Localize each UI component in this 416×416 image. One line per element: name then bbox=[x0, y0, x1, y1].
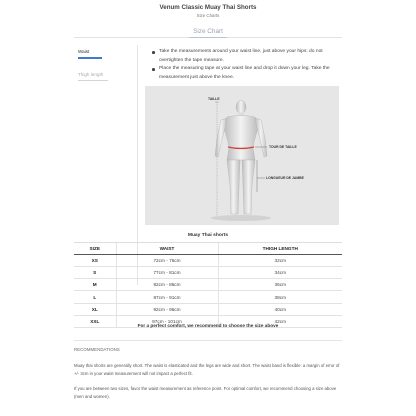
header-waist: WAIST bbox=[116, 243, 218, 255]
figure-label-longueur-de-jambe: LONGUEUR DE JAMBE bbox=[266, 176, 304, 180]
page-title: Venum Classic Muay Thai Shorts bbox=[159, 4, 257, 11]
table-header-row bbox=[74, 243, 342, 255]
title-rule-right bbox=[227, 37, 342, 38]
waist-cell: 92cm - 96cm bbox=[116, 303, 218, 315]
thigh-cell: 42cm bbox=[218, 315, 342, 327]
table-row bbox=[74, 303, 342, 315]
table-row bbox=[74, 279, 342, 291]
thigh-cell: 36cm bbox=[218, 279, 342, 291]
side-nav-inactive-indicator bbox=[78, 80, 108, 82]
recommendation-paragraph: Muay thai shorts are generally short. The waist is elasticated and the legs are wide and short. The waist band is flexible: a margin of error of +/- 3cm in your waist measurement will not impact a perfect fit. bbox=[74, 363, 340, 376]
size-cell: XXL bbox=[74, 315, 116, 327]
title-rule-center bbox=[189, 37, 227, 38]
waist-cell: 82cm - 86cm bbox=[116, 279, 218, 291]
section-title: Size Chart bbox=[193, 28, 223, 35]
size-cell: S bbox=[74, 266, 116, 278]
instruction-item: Place the measuring tape at your waist line and drop it down your leg. Take the measurement just above the knee. bbox=[150, 65, 345, 82]
comfort-note: For a perfect comfort, we recommend to choose the size above bbox=[137, 323, 279, 328]
waist-cell: 72cm - 76cm bbox=[116, 254, 218, 266]
thigh-cell: 34cm bbox=[218, 266, 342, 278]
waist-cell: 77cm - 81cm bbox=[116, 266, 218, 278]
body-silhouette-image bbox=[145, 86, 339, 225]
size-table bbox=[74, 242, 342, 328]
table-row bbox=[74, 254, 342, 266]
size-cell: XS bbox=[74, 254, 116, 266]
header-thigh-length: THIGH LENGTH bbox=[218, 243, 342, 255]
size-cell: M bbox=[74, 279, 116, 291]
waist-cell: 97cm - 101cm bbox=[116, 315, 218, 327]
figure-label-tour-de-taille: TOUR DE TAILLE bbox=[269, 145, 297, 149]
figure-label-taille: TAILLE bbox=[208, 97, 220, 101]
table-caption: Muay Thai shorts bbox=[187, 233, 229, 238]
measurement-instructions bbox=[150, 48, 345, 82]
instruction-item: Take the measurements around your waist line, just above your hips: do not overtighten the tape measure. bbox=[150, 48, 345, 65]
size-cell: XL bbox=[74, 303, 116, 315]
table-row bbox=[74, 291, 342, 303]
measurement-figure bbox=[145, 86, 339, 225]
header-size: SIZE bbox=[74, 243, 116, 255]
recommendations-heading: RECOMMENDATIONS bbox=[74, 347, 120, 352]
side-nav-item-thigh-length[interactable]: Thigh length bbox=[78, 71, 104, 77]
waist-cell: 87cm - 91cm bbox=[116, 291, 218, 303]
page-subtitle: Size Charts bbox=[196, 13, 220, 18]
side-nav-item-waist[interactable]: Waist bbox=[78, 49, 90, 54]
table-row bbox=[74, 266, 342, 278]
recommendations-divider bbox=[74, 340, 342, 341]
side-nav-active-indicator bbox=[78, 57, 102, 59]
size-cell: L bbox=[74, 291, 116, 303]
thigh-cell: 32cm bbox=[218, 254, 342, 266]
title-rule-left bbox=[74, 37, 189, 38]
thigh-cell: 38cm bbox=[218, 291, 342, 303]
recommendation-paragraph: If you are between two sizes, favor the waist measurement as reference point. For optimal comfort, we recommend choosing a size above (men and women). bbox=[74, 386, 337, 399]
thigh-cell: 40cm bbox=[218, 303, 342, 315]
